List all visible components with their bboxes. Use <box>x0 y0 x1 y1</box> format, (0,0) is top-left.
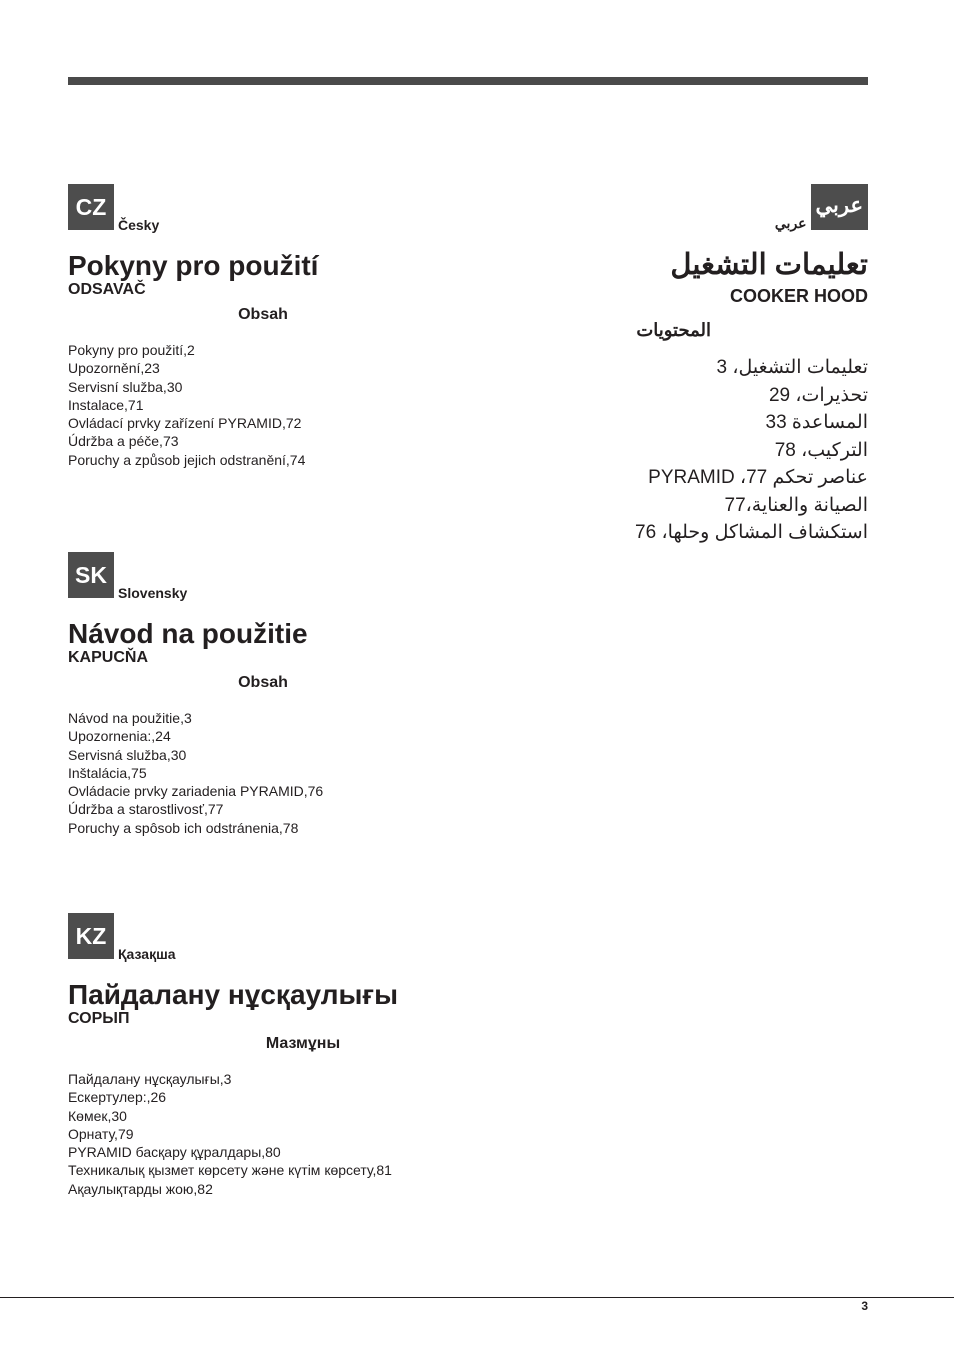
toc-item: Poruchy a spôsob ich odstránenia,78 <box>68 819 299 836</box>
bottom-rule <box>0 1297 954 1298</box>
page-number: 3 <box>861 1299 868 1313</box>
toc-item: Údržba a starostlivosť,77 <box>68 801 224 818</box>
toc-item: Ескертулер:,26 <box>68 1089 167 1106</box>
toc-item: Көмек,30 <box>68 1107 127 1124</box>
section-header <box>508 184 868 230</box>
toc-item: Ovládacie prvky zariadenia PYRAMID,76 <box>68 783 324 800</box>
toc-heading: Obsah <box>238 306 288 323</box>
toc-item: Údržba a péče,73 <box>68 433 179 450</box>
toc-item: Návod na použitie,3 <box>68 710 192 726</box>
toc-item: Ovládací prvky zařízení PYRAMID,72 <box>68 415 302 432</box>
language-badge: عربي <box>811 184 868 230</box>
language-badge: KZ <box>68 913 114 959</box>
language-label: Қазақша <box>118 946 176 962</box>
section-header <box>68 552 458 601</box>
toc-item: PYRAMID басқару құралдары,80 <box>68 1144 281 1161</box>
toc-list <box>68 341 458 469</box>
toc-item: Орнату,79 <box>68 1125 134 1142</box>
toc-list <box>68 709 458 837</box>
section-title: تعليمات التشغيل <box>670 249 868 281</box>
toc-item: الصيانة والعناية،77 <box>724 494 868 516</box>
language-badge: CZ <box>68 184 114 230</box>
toc-item: Poruchy a způsob jejich odstranění,74 <box>68 451 306 468</box>
section-title: Návod na použitie <box>68 618 308 649</box>
toc-item: تعليمات التشغيل، 3 <box>716 357 868 378</box>
section-title: Pokyny pro použití <box>68 250 319 281</box>
toc-heading: المحتويات <box>636 320 711 340</box>
top-rule <box>68 77 868 85</box>
toc-item: Upozornění,23 <box>68 360 160 377</box>
toc-item: Upozornenia:,24 <box>68 728 171 745</box>
toc-item: Pokyny pro použití,2 <box>68 342 195 358</box>
toc-item: المساعدة 33 <box>765 412 868 433</box>
toc-item: Техникалық қызмет көрсету және күтім көрсету,81 <box>68 1162 392 1179</box>
toc-list <box>508 354 868 547</box>
toc-item: Ақаулықтарды жою,82 <box>68 1180 213 1197</box>
section-subtitle: COOKER HOOD <box>729 286 868 306</box>
toc-item: استكشاف المشاكل وحلها، 76 <box>635 522 868 543</box>
toc-list <box>68 1070 538 1198</box>
toc-item: عناصر تحكم PYRAMID ،77 <box>648 467 868 488</box>
toc-item: تحذيرات، 29 <box>768 384 868 406</box>
toc-item: Servisná služba,30 <box>68 746 187 763</box>
section-cz <box>68 184 458 469</box>
section-arabic <box>508 184 868 547</box>
toc-heading: Мазмұны <box>265 1035 341 1052</box>
section-kz <box>68 913 538 1198</box>
toc-item: Inštalácia,75 <box>68 764 147 781</box>
section-sk <box>68 552 458 837</box>
language-label: عربي <box>774 215 807 231</box>
section-subtitle: ODSAVAČ <box>68 281 146 298</box>
language-badge: SK <box>68 552 114 598</box>
language-label: Česky <box>118 217 160 233</box>
section-header <box>68 184 458 233</box>
toc-item: Пайдалану нұсқаулығы,3 <box>68 1071 232 1087</box>
toc-item: التركيب، 78 <box>774 439 868 461</box>
toc-item: Servisní služba,30 <box>68 378 183 395</box>
toc-item: Instalace,71 <box>68 396 144 413</box>
toc-heading: Obsah <box>238 674 288 691</box>
section-subtitle: KAPUCŇA <box>68 649 148 666</box>
section-subtitle: СОРЫП <box>68 1010 130 1027</box>
language-label: Slovensky <box>118 585 188 601</box>
section-title: Пайдалану нұсқаулығы <box>68 979 398 1010</box>
section-header <box>68 913 538 962</box>
